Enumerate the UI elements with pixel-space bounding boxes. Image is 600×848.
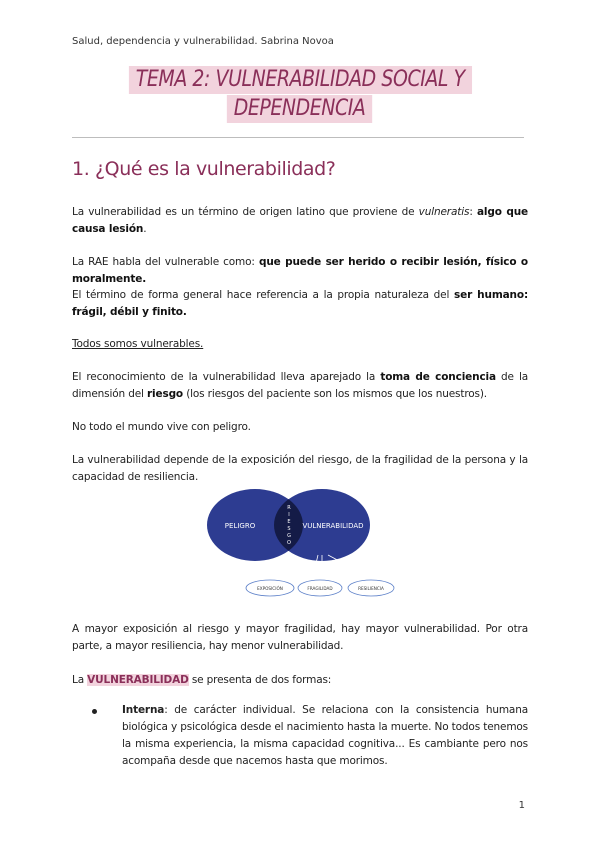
forms-list (72, 702, 528, 770)
paragraph-rae: La RAE habla del vulnerable como: que puede ser herido o recibir lesión, físico o moralmente. (72, 256, 528, 285)
vulnerabilidad-highlight: VULNERABILIDAD (87, 674, 189, 686)
connector-line (328, 555, 375, 580)
vulnerability-diagram (200, 482, 400, 604)
page-header: Salud, dependencia y vulnerabilidad. Sabrina Novoa (72, 36, 334, 47)
page-number: 1 (518, 800, 525, 811)
riesgo-letter: I (288, 512, 290, 518)
section-heading: 1. ¿Qué es la vulnerabilidad? (72, 158, 336, 180)
riesgo-letter: R (287, 505, 291, 511)
paragraph-recognition: El reconocimiento de la vulnerabilidad lleva aparejado la toma de conciencia de la dimensión del riesgo (los riesgos del paciente son los mismos que los nuestros). (72, 371, 529, 400)
riesgo-letter: S (287, 526, 291, 532)
peligro-label: PELIGRO (224, 522, 256, 530)
list-item: Interna: de carácter individual. Se relaciona con la consistencia humana biológica y psicológica desde el nacimiento hasta la muerte. No todos tenemos la misma experiencia, la misma capacidad cognitiva... Es cambiante pero nos acompaña desde que nacemos hasta que morimos. (72, 702, 528, 770)
title-divider (72, 137, 524, 138)
paragraph-general: El término de forma general hace referencia a la propia naturaleza del ser humano: frágil, débil y finito. (72, 289, 528, 318)
paragraph-all-vulnerable: Todos somos vulnerables. (72, 338, 204, 350)
paragraph-depends: La vulnerabilidad depende de la exposición del riesgo, de la fragilidad de la persona y la capacidad de resiliencia. (72, 454, 528, 483)
riesgo-letter: O (287, 540, 291, 546)
bubble-fragilidad-label: FRAGILIDAD (307, 586, 333, 591)
vulnerabilidad-label: VULNERABILIDAD (302, 522, 364, 530)
paragraph-two-forms: La VULNERABILIDAD se presenta de dos formas: (72, 674, 332, 686)
title-line-2: DEPENDENCIA (227, 95, 372, 123)
riesgo-letter: E (287, 519, 291, 525)
title-line-1: TEMA 2: VULNERABILIDAD SOCIAL Y (129, 66, 472, 94)
page-title (72, 66, 528, 124)
riesgo-letter: G (287, 533, 291, 539)
paragraph-danger: No todo el mundo vive con peligro. (72, 421, 251, 433)
paragraph-exposure: A mayor exposición al riesgo y mayor fragilidad, hay mayor vulnerabilidad. Por otra parte, a mayor resiliencia, hay menor vulnerabilidad. (72, 623, 528, 652)
bullet-icon (92, 709, 97, 714)
bubble-exposicion-label: EXPOSICIÓN (257, 586, 283, 591)
paragraph-origin: La vulnerabilidad es un término de origen latino que proviene de vulneratis: algo que causa lesión. (72, 206, 529, 235)
bubble-resiliencia-label: RESILIENCIA (358, 586, 384, 591)
